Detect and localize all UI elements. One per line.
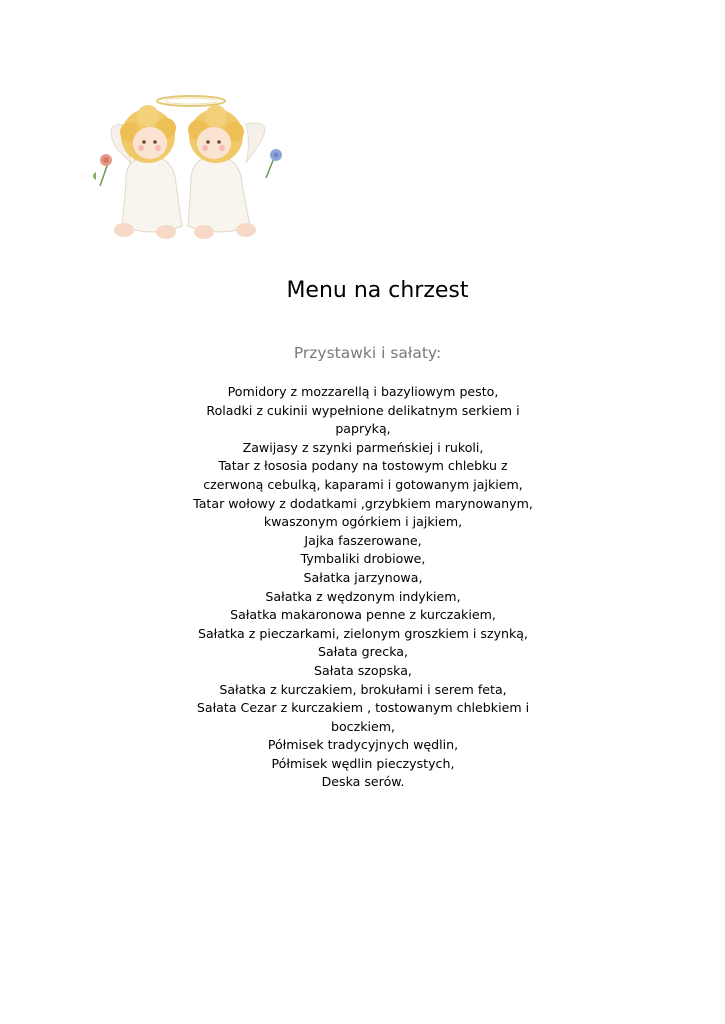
section-heading: Przystawki i sałaty: [293, 344, 442, 362]
menu-item-line: Tymbaliki drobiowe, [300, 551, 426, 567]
menu-item-line: boczkiem, [330, 718, 396, 734]
menu-item-line: papryką, [335, 421, 391, 437]
menu-item-line: Zawijasy z szynki parmeńskiej i rukoli, [242, 439, 484, 455]
twin-angels-illustration [86, 88, 286, 248]
menu-item-line: Sałatka z wędzonym indykiem, [265, 588, 461, 604]
menu-item-line: Roladki z cukinii wypełnione delikatnym serkiem i [206, 402, 520, 418]
menu-item-line: Sałatka z pieczarkami, zielonym groszkiem i szynką, [197, 625, 529, 641]
menu-item-line: Tatar wołowy z dodatkami ,grzybkiem marynowanym, [193, 495, 533, 511]
menu-item-line: Sałata Cezar z kurczakiem , tostowanym chlebkiem i [196, 700, 530, 716]
menu-items-list [180, 383, 546, 792]
menu-item-line: Sałatka jarzynowa, [303, 569, 423, 585]
menu-item-line: Tatar z łososia podany na tostowym chlebku z [218, 458, 508, 474]
menu-item-line: Sałatka makaronowa penne z kurczakiem, [230, 607, 496, 623]
menu-item-line: kwaszonym ogórkiem i jajkiem, [263, 514, 463, 530]
menu-item-line: Deska serów. [321, 774, 405, 790]
menu-item-line: Półmisek wędlin pieczystych, [271, 755, 455, 771]
menu-item-line: Sałata grecka, [317, 644, 409, 660]
menu-item-line: Jajka faszerowane, [304, 532, 422, 548]
page-title-text: Menu na chrzest [286, 278, 469, 303]
menu-item-line: Półmisek tradycyjnych wędlin, [267, 737, 459, 753]
menu-item-line: Sałata szopska, [314, 662, 412, 678]
page-title [0, 276, 725, 306]
menu-item-line: czerwoną cebulką, kaparami i gotowanym jajkiem, [203, 476, 523, 492]
menu-item-line: Pomidory z mozzarellą i bazyliowym pesto, [227, 384, 499, 399]
menu-item-line: Sałatka z kurczakiem, brokułami i serem feta, [219, 681, 507, 697]
